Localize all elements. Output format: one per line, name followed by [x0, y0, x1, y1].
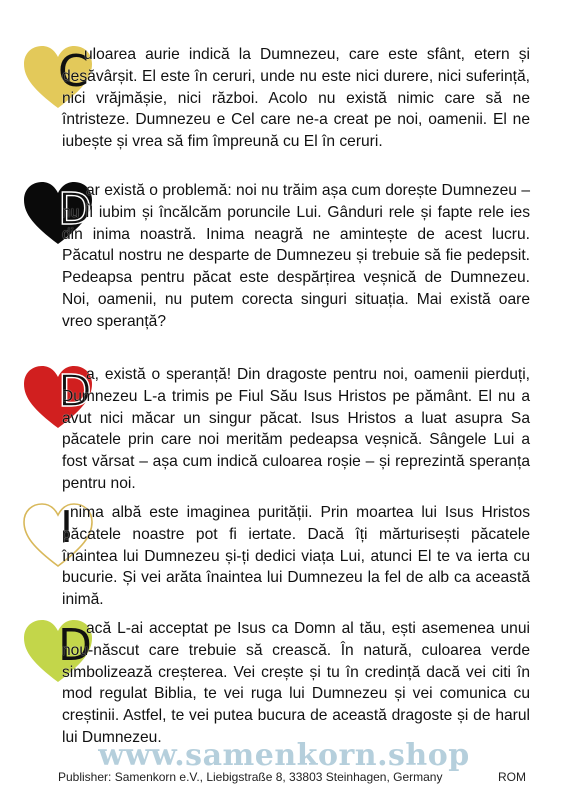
section-text: [62, 364, 530, 495]
section-text: [62, 502, 530, 611]
publisher-footer: [58, 770, 442, 784]
drop-cap-d: D: [58, 184, 92, 235]
section-text: [62, 180, 530, 333]
drop-cap-i: I: [60, 502, 73, 553]
section-black-heart: [22, 180, 530, 360]
section-text: [62, 618, 530, 749]
publisher-label: Publisher:: [58, 770, 112, 784]
paragraph-green: acă L-ai acceptat pe Isus ca Domn al tău, ești asemenea unui nou-născut care trebuie să crească. În natură, culoarea verde simbolizează creșterea. Vei crește și tu în credință dacă vei citi în mod regulat Biblia, te vei ruga lui Dumnezeu și vei comunica cu creștinii. Astfel, te vei putea bucura de această dragoste și de harul lui Dumnezeu.: [62, 620, 530, 746]
section-gold-heart: [22, 44, 530, 184]
paragraph-white: nima albă este imaginea purității. Prin moartea lui Isus Hristos păcatele noastre pot fi iertate. Dacă îți mărturisești păcatele înaintea lui Dumnezeu și-ți dedici viața Lui, atunci El te va ierta cu bucurie. Și vei arăta înaintea lui Dumnezeu la fel de alb ca această inimă.: [62, 504, 530, 609]
drop-cap-c: C: [58, 46, 89, 97]
paragraph-black: ar există o problemă: noi nu trăim așa cum dorește Dumnezeu – nu Îl iubim și încălcăm poruncile Lui. Gânduri rele și fapte rele ies din inima noastră. Inima neagră ne amintește de acest lucru. Păcatul nostru ne desparte de Dumnezeu și trebuie să fie pedepsit. Pedeapsa pentru păcat este despărțirea veșnică de Dumnezeu. Noi, oamenii, nu putem corecta singuri situația. Mai există oare vreo speranță?: [62, 182, 530, 330]
drop-cap-d: D: [58, 366, 92, 417]
section-green-heart: [22, 618, 530, 748]
paragraph-red: a, există o speranță! Din dragoste pentru noi, oamenii pierduți, Dumnezeu L-a trimis pe Fiul Său Isus Hristos pe pământ. El nu a avut nici măcar un singur păcat. Isus Hristos a luat asupra Sa păcatele prin care noi merităm pedeapsa veșnică. Sângele Lui a fost vărsat – așa cum indică culoarea roșie – și reprezintă speranța pentru noi.: [62, 366, 530, 492]
paragraph-gold: uloarea aurie indică la Dumnezeu, care este sfânt, etern și desăvârșit. El este în ceruri, unde nu este nici durere, nici suferință, nici vrăjmășie, nici război. Acolo nu există nimic care să ne întristeze. Dumnezeu e Cel care ne-a creat pe noi, oamenii. El ne iubește și vrea să fim împreună cu El în ceruri.: [62, 46, 530, 151]
drop-cap-d: D: [58, 620, 92, 671]
section-red-heart: [22, 364, 530, 494]
section-text: [62, 44, 530, 153]
language-code: ROM: [498, 770, 526, 784]
publisher-address: Samenkorn e.V., Liebigstraße 8, 33803 Steinhagen, Germany: [114, 770, 443, 784]
watermark: www.samenkorn.shop: [98, 738, 470, 773]
section-white-heart: [22, 502, 530, 614]
